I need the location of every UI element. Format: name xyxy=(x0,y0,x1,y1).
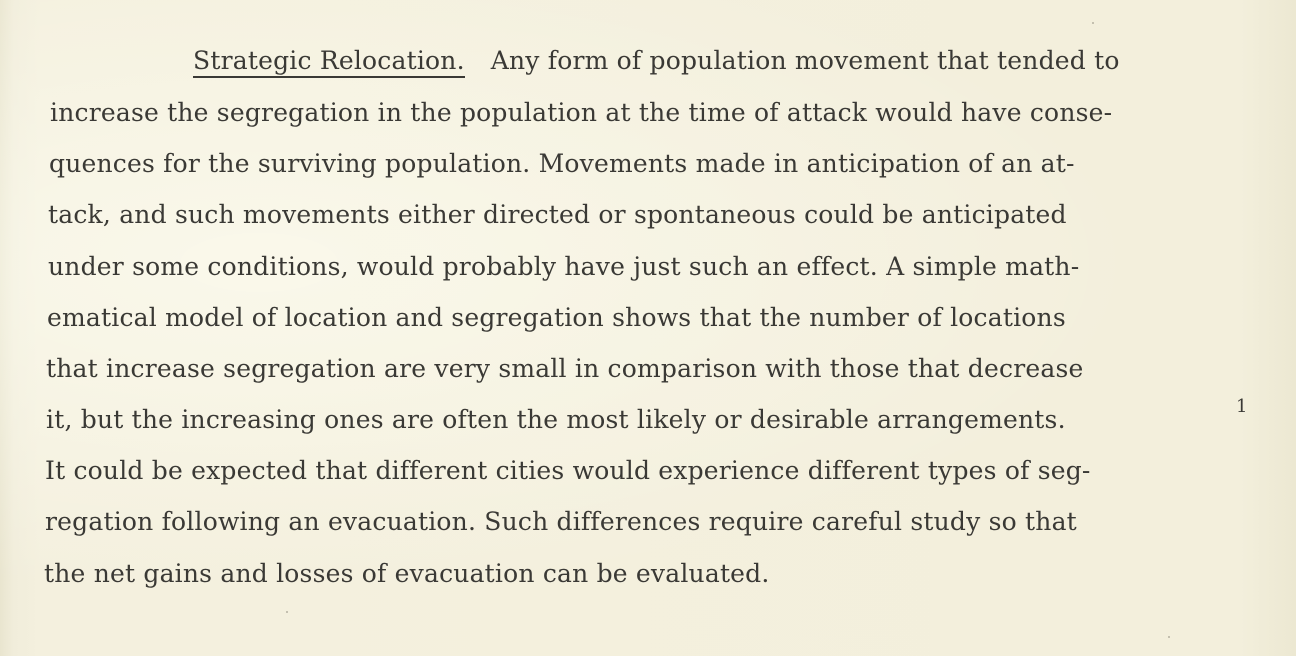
text-line-1 xyxy=(193,46,1120,78)
paper-speck xyxy=(286,611,288,613)
text-line-11: the net gains and losses of evacuation can be evaluated. xyxy=(44,559,770,588)
text-line-3: quences for the surviving population. Movements made in anticipation of an at- xyxy=(49,149,1075,178)
text-line-7: that increase segregation are very small in comparison with those that decrease xyxy=(46,354,1084,383)
paper-speck xyxy=(1168,636,1170,638)
text-line-2: increase the segregation in the population at the time of attack would have conse- xyxy=(50,98,1113,127)
text-line-5: under some conditions, would probably have just such an effect. A simple math- xyxy=(48,252,1080,281)
text-line-9: It could be expected that different cities would experience different types of seg- xyxy=(45,456,1091,485)
section-heading: Strategic Relocation. xyxy=(193,48,465,78)
text-line-10: regation following an evacuation. Such differences require careful study so that xyxy=(45,507,1077,536)
footnote-marker: 1 xyxy=(1236,396,1248,417)
text-line-6: ematical model of location and segregation shows that the number of locations xyxy=(47,303,1066,332)
line-1-text: Any form of population movement that tended to xyxy=(490,46,1120,75)
text-line-8: it, but the increasing ones are often the most likely or desirable arrangements. xyxy=(46,405,1066,434)
text-line-4: tack, and such movements either directed or spontaneous could be anticipated xyxy=(48,200,1067,229)
paper-speck xyxy=(1092,22,1094,24)
